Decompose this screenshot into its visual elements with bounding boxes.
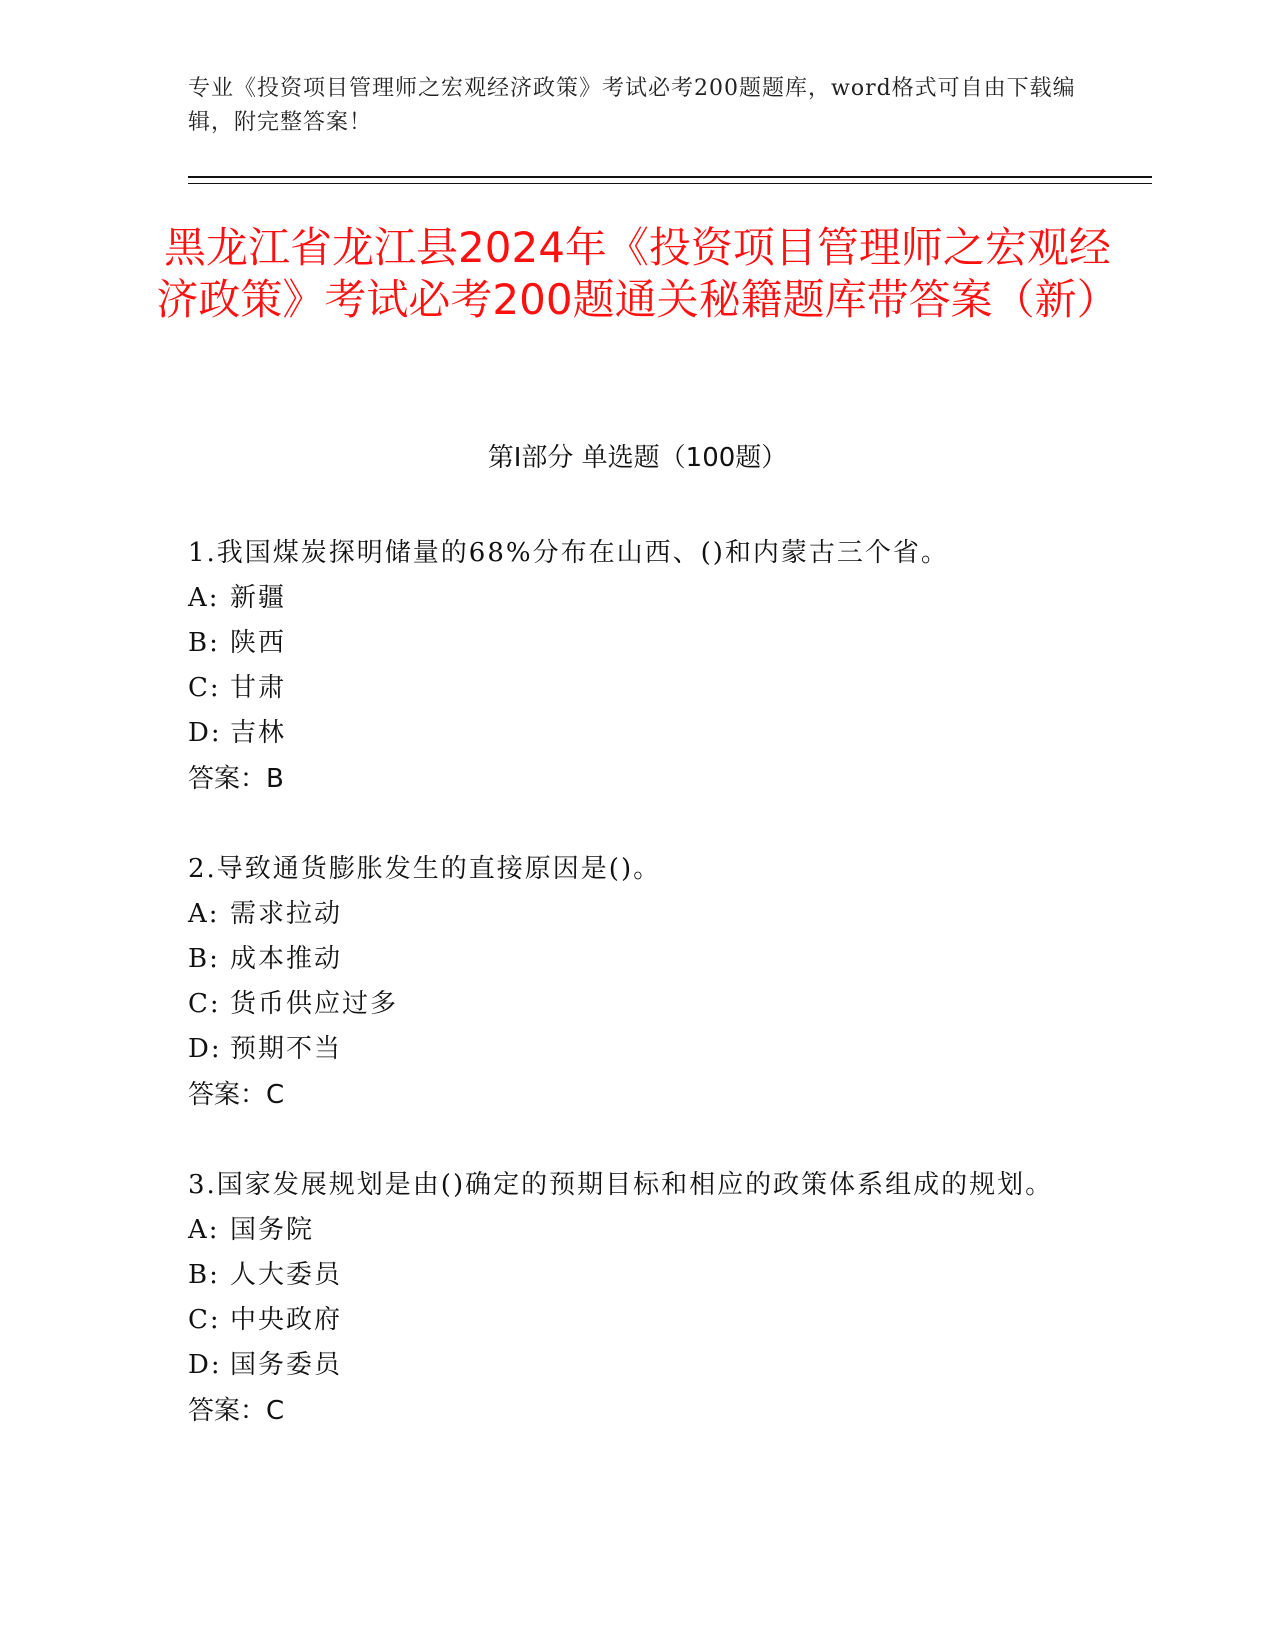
option-d (188, 1343, 1088, 1388)
option-letter: A: (188, 583, 220, 613)
option-letter: B: (188, 628, 220, 658)
question-2 (188, 846, 1088, 1118)
question-stem: 3.国家发展规划是由()确定的预期目标和相应的政策体系组成的规划。 (188, 1170, 1054, 1200)
option-letter: C: (188, 989, 221, 1019)
option-a (188, 1208, 1088, 1253)
option-b (188, 621, 1088, 666)
option-c (188, 666, 1088, 711)
option-text: 中央政府 (230, 1305, 343, 1335)
option-c (188, 982, 1088, 1027)
header-divider-thin (188, 183, 1152, 184)
header-divider-thick (188, 176, 1152, 178)
option-text: 新疆 (230, 583, 287, 613)
option-d (188, 711, 1088, 756)
option-letter: D: (188, 1350, 222, 1380)
option-letter: B: (188, 1260, 220, 1290)
option-letter: C: (188, 1305, 221, 1335)
option-text: 预期不当 (230, 1034, 343, 1064)
option-letter: D: (188, 718, 222, 748)
question-1 (188, 530, 1088, 802)
question-list (188, 530, 1088, 1478)
option-letter: B: (188, 944, 220, 974)
answer: 答案：C (188, 1396, 285, 1426)
option-a (188, 576, 1088, 621)
option-text: 国务院 (230, 1215, 315, 1245)
option-d (188, 1027, 1088, 1072)
option-text: 国务委员 (230, 1350, 343, 1380)
option-text: 成本推动 (230, 944, 343, 974)
option-letter: A: (188, 1215, 220, 1245)
document-title: 黑龙江省龙江县2024年《投资项目管理师之宏观经济政策》考试必考200题通关秘籍题库带答案（新） (156, 223, 1119, 324)
option-text: 需求拉动 (230, 899, 343, 929)
answer: 答案：B (188, 764, 284, 794)
answer: 答案：C (188, 1080, 285, 1110)
option-c (188, 1298, 1088, 1343)
option-letter: A: (188, 899, 220, 929)
option-a (188, 892, 1088, 937)
header-note: 专业《投资项目管理师之宏观经济政策》考试必考200题题库，word格式可自由下载编辑，附完整答案！ (188, 76, 1076, 135)
option-text: 人大委员 (230, 1260, 343, 1290)
option-b (188, 1253, 1088, 1298)
option-b (188, 937, 1088, 982)
section-heading: 第Ⅰ部分 单选题（100题） (487, 443, 788, 473)
question-3 (188, 1162, 1088, 1434)
option-text: 货币供应过多 (230, 989, 399, 1019)
option-text: 吉林 (230, 718, 287, 748)
option-letter: D: (188, 1034, 222, 1064)
option-letter: C: (188, 673, 221, 703)
question-stem: 1.我国煤炭探明储量的68%分布在山西、()和内蒙古三个省。 (188, 538, 949, 568)
question-stem: 2.导致通货膨胀发生的直接原因是()。 (188, 854, 662, 884)
option-text: 陕西 (230, 628, 287, 658)
option-text: 甘肃 (230, 673, 287, 703)
